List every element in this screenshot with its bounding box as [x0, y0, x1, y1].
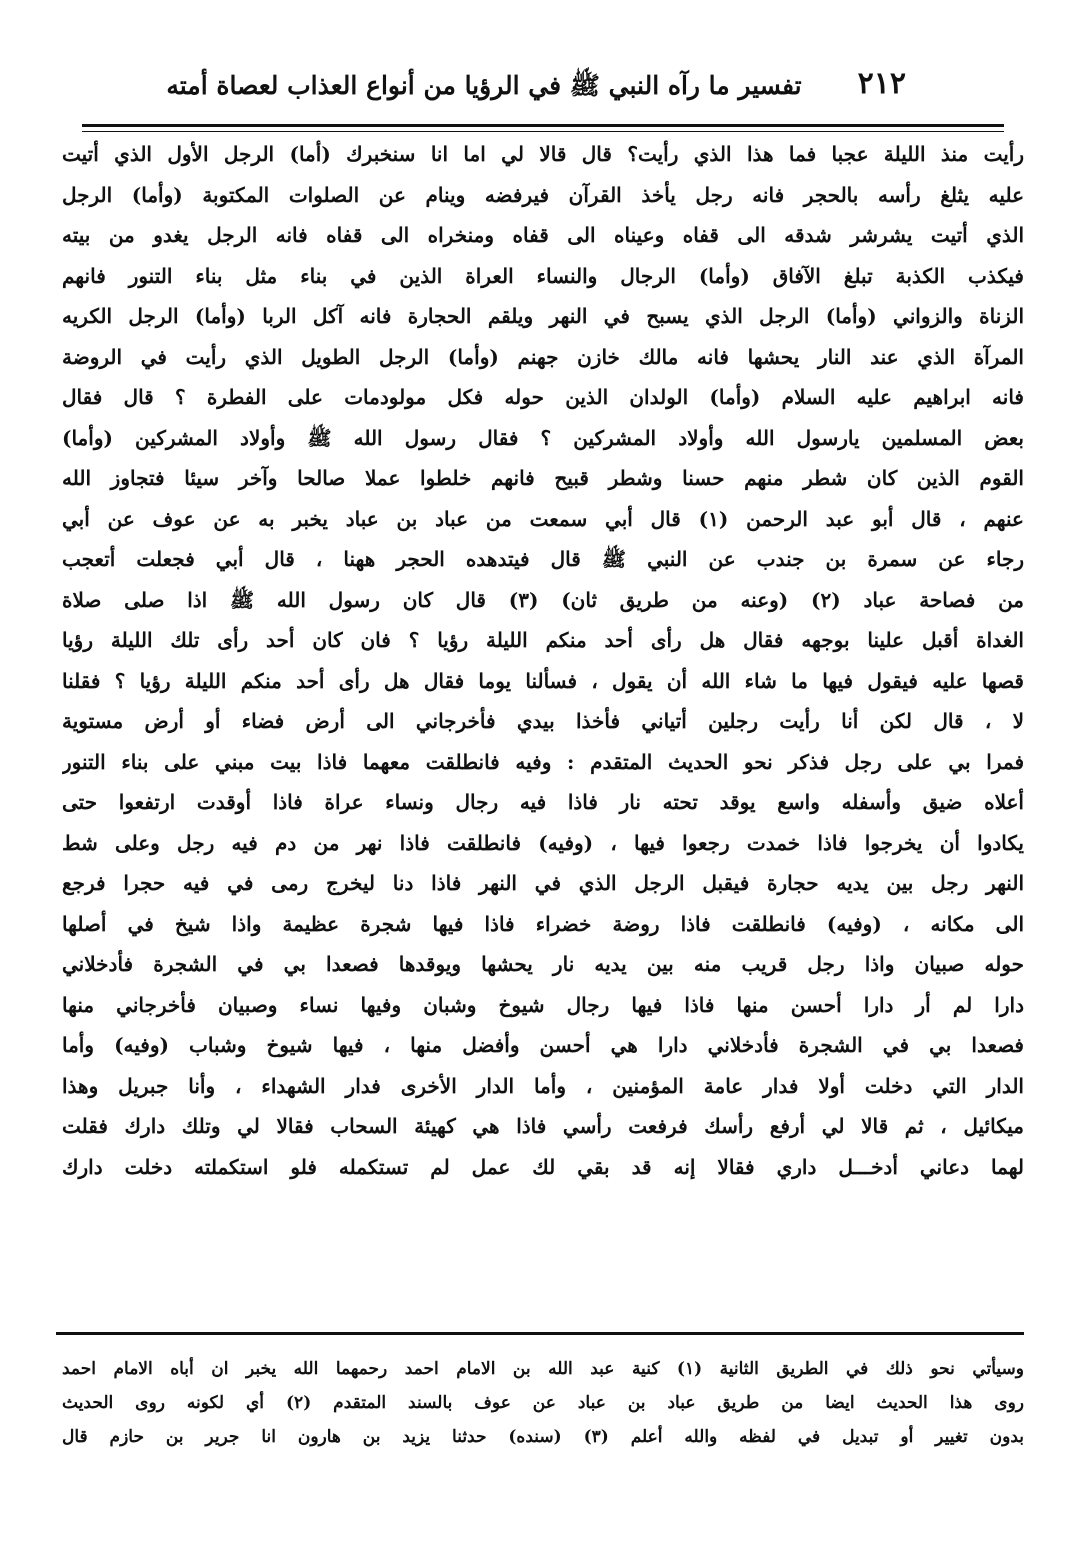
text-line: فانه ابراهيم عليه السلام (وأما) الولدان الذين حوله فكل مولودمات على الفطرة ؟ قال فقال — [62, 385, 1024, 409]
text-line: الزناة والزواني (وأما) الرجل الذي يسبح في النهر ويلقم الحجارة فانه آكل الربا (وأما) الرجل الكريه — [62, 304, 1024, 328]
text-line: أعلاه ضيق وأسفله واسع يوقد تحته نار فاذا فيه رجال ونساء عراة فاذا أوقدت ارتفعوا حتى — [62, 790, 1024, 814]
text-line: الى مكانه ، (وفيه) فانطلقت فاذا روضة خضراء فاذا فيها شجرة عظيمة واذا شيخ في أصلها — [62, 911, 1024, 936]
text-line: دارا لم أر دارا أحسن منها فاذا فيها رجال شيوخ وشبان وفيها نساء وصبيان فأخرجاني منها — [62, 992, 1024, 1017]
footnote-rule — [56, 1332, 1024, 1335]
text-line: فيكذب الكذبة تبلغ الآفاق (وأما) الرجال والنساء العراة الذين في بناء مثل بناء التنور فانهم — [62, 263, 1024, 288]
text-line: لهما دعاني أدخـــل داري فقالا إنه قد بقي لك عمل لم تستكمله فلو استكملته دخلت دارك — [62, 1154, 1024, 1179]
text-line: ميكائيل ، ثم قالا لي أرفع رأسك فرفعت رأسي فاذا هي كهيئة السحاب فقالا لي وتلك دارك فقلت — [62, 1114, 1024, 1138]
running-title: تفسير ما رآه النبي ﷺ في الرؤيا من أنواع العذاب لعصاة أمته — [166, 71, 802, 100]
text-line: القوم الذين كان شطر منهم حسنا وشطر قبيح فانهم خلطوا عملا صالحا وآخر سيئا فتجاوز الله — [62, 466, 1024, 490]
text-line: النهر رجل بين يديه حجارة فيقبل الرجل الذي في النهر فاذا دنا ليخرج رمى في فيه حجرا فرجع — [62, 871, 1024, 895]
text-line: حوله صبيان واذا رجل قريب منه بين يديه نار يحشها ويوقدها فصعدا بي في الشجرة فأدخلاني — [62, 952, 1024, 976]
footnote-line: روى هذا الحديث ايضا من طريق عباد بن عباد عن عوف بالسند المتقدم (٢) أي لكونه روى الحديث — [62, 1393, 1024, 1413]
text-line: يكادوا أن يخرجوا فاذا خمدت رجعوا فيها ، (وفيه) فانطلقت فاذا نهر من دم فيه رجل وعلى شط — [62, 830, 1024, 855]
header-rule-thin — [82, 131, 1004, 132]
text-line: المرآة الذي عند النار يحشها فانه مالك خازن جهنم (وأما) الرجل الطويل الذي رأيت في الروضة — [62, 344, 1024, 369]
text-line: الدار التي دخلت أولا فدار عامة المؤمنين ، وأما الدار الأخرى فدار الشهداء ، وأنا جبريل وهذا — [62, 1073, 1024, 1098]
text-line: فصعدا بي في الشجرة فأدخلاني دارا هي أحسن وأفضل منها ، فيها شيوخ وشباب (وفيه) وأما — [62, 1033, 1024, 1057]
header-rule — [82, 124, 1004, 127]
footnote-line: وسيأتي نحو ذلك في الطريق الثانية (١) كنية عبد الله بن الامام احمد رحمهما الله يخبر ان أباه الامام احمد — [62, 1359, 1024, 1379]
text-line: فمرا بي على رجل فذكر نحو الحديث المتقدم : وفيه فانطلقت معهما فاذا بيت مبني على بناء التنور — [62, 749, 1024, 774]
page-header — [56, 62, 1024, 108]
text-line: عنهم ، قال أبو عبد الرحمن (١) قال أبي سمعت من عباد بن عباد يخبر به عن عوف عن أبي — [62, 506, 1024, 531]
text-line: الغداة أقبل علينا بوجهه فقال هل رأى أحد منكم الليلة رؤيا ؟ فان كان أحد رأى تلك الليلة رؤيا — [62, 628, 1024, 652]
text-line: عليه يثلغ رأسه بالحجر فانه رجل يأخذ القرآن فيرفضه وينام عن الصلوات المكتوبة (وأما) الرجل — [62, 182, 1024, 207]
text-line: من فصاحة عباد (٢) (وعنه من طريق ثان) (٣) قال كان رسول الله ﷺ اذا صلى صلاة — [62, 587, 1024, 612]
text-line: رأيت منذ الليلة عجبا فما هذا الذي رأيت؟ قال قالا لي اما انا سنخبرك (أما) الرجل الأول الذي أتيت — [62, 142, 1024, 166]
text-line: قصها عليه فيقول فيها ما شاء الله أن يقول ، فسألنا يوما فقال هل رأى أحد منكم الليلة رؤيا ؟ فقلنا — [62, 668, 1024, 693]
page-number: ٢١٢ — [857, 66, 906, 101]
text-line: الذي أتيت يشرشر شدقه الى قفاه وعيناه الى قفاه ومنخراه الى قفاه فانه الرجل يغدو من بيته — [62, 223, 1024, 247]
text-line: لا ، قال لكن أنا رأيت رجلين أتياني فأخذا بيدي فأخرجاني الى أرض فضاء أو أرض مستوية — [62, 709, 1024, 733]
text-line: رجاء عن سمرة بن جندب عن النبي ﷺ قال فيتدهده الحجر ههنا ، قال أبي فجعلت أتعجب — [62, 547, 1024, 571]
main-text-block — [62, 134, 1024, 1187]
text-line: بعض المسلمين يارسول الله وأولاد المشركين ؟ فقال رسول الله ﷺ وأولاد المشركين (وأما) — [62, 425, 1024, 450]
footnote-line: بدون تغيير أو تبديل في لفظه والله أعلم (٣) (سنده) حدثنا يزيد بن هارون انا جرير بن حازم قال — [62, 1427, 1024, 1447]
footnotes-block — [62, 1352, 1024, 1454]
